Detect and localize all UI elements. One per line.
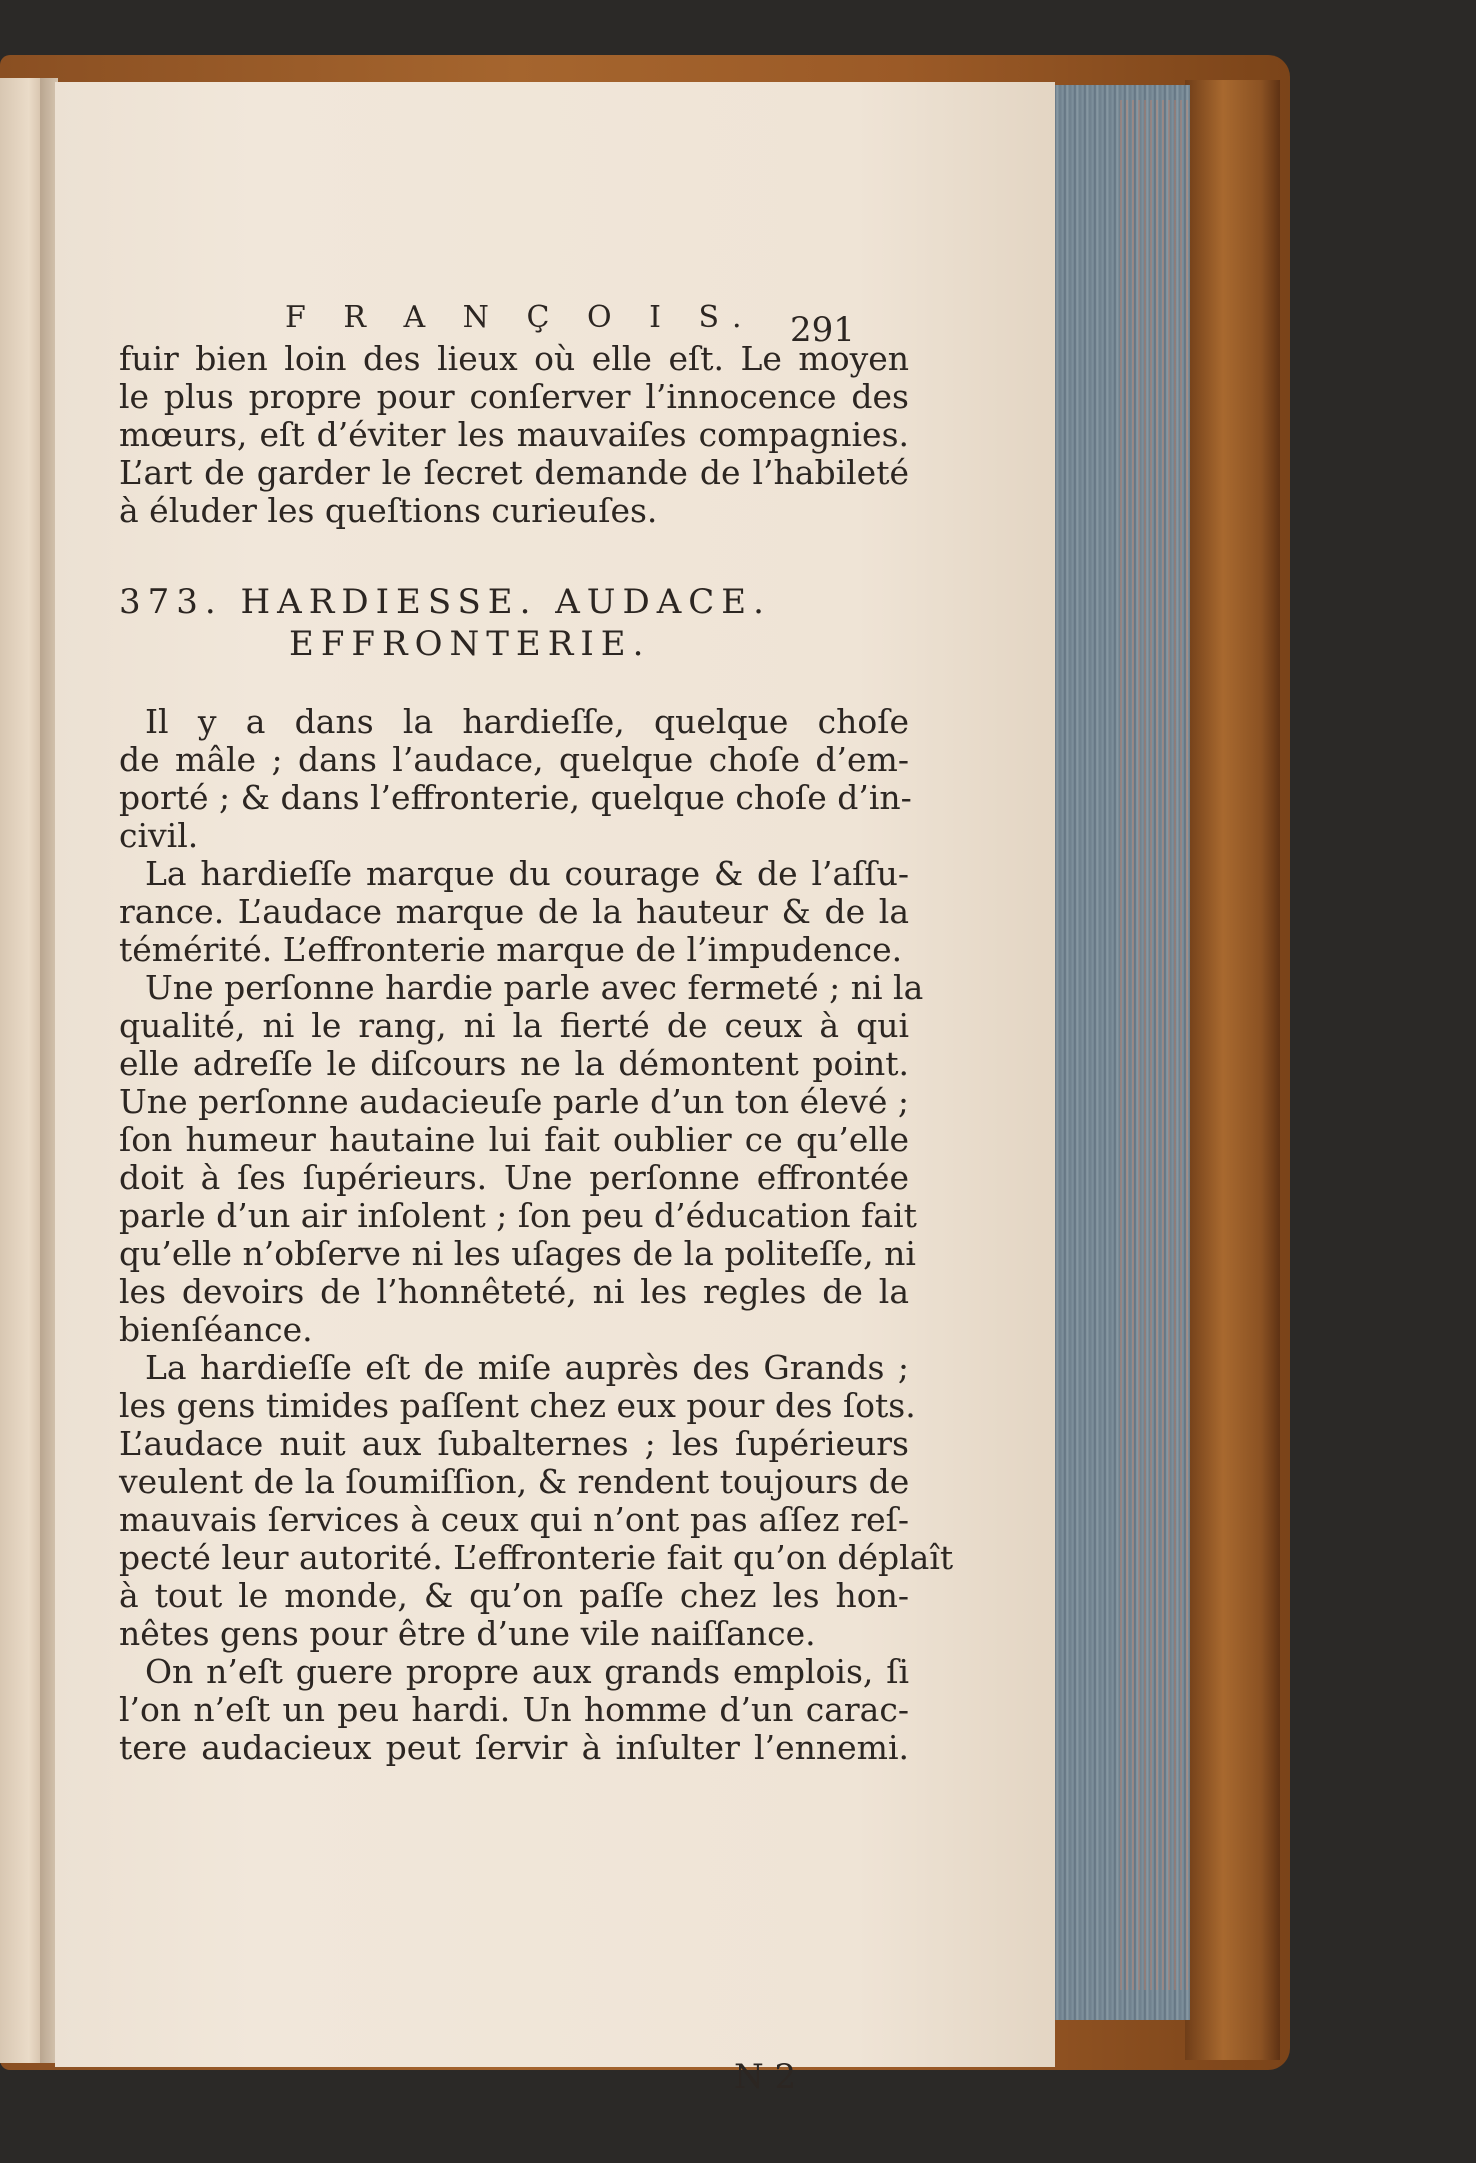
text-line: à tout le monde, & qu’on paſſe chez les hon-	[119, 1576, 909, 1615]
text-line: L’audace nuit aux ſubalternes ; les ſupérieurs	[119, 1424, 909, 1463]
heading-line: 373. HARDIESSE. AUDACE.	[119, 582, 771, 622]
text-line: rance. L’audace marque de la hauteur & de la	[119, 892, 909, 931]
text-line: On n’eſt guere propre aux grands emplois, ſi	[145, 1652, 909, 1691]
continuation-paragraph	[119, 339, 909, 529]
text-line: Il y a dans la hardieſſe, quelque choſe	[145, 702, 909, 741]
text-line: ſon humeur hautaine lui fait oublier ce qu’elle	[119, 1120, 909, 1159]
running-head-title: F R A N Ç O I S.	[285, 300, 756, 335]
text-line: le plus propre pour conſerver l’innocence des	[119, 377, 909, 416]
text-line: Une perſonne audacieuſe parle d’un ton élevé ;	[119, 1082, 909, 1121]
text-line: à éluder les queſtions curieuſes.	[119, 491, 658, 530]
text-line: La hardieſſe marque du courage & de l’aſſu-	[145, 854, 909, 893]
text-line: Une perſonne hardie parle avec fermeté ; ni la	[145, 968, 924, 1007]
text-line: elle adreſſe le diſcours ne la démontent point.	[119, 1044, 909, 1083]
page-block-sprinkle	[1120, 100, 1190, 1990]
text-line: porté ; & dans l’effronterie, quelque choſe d’in-	[119, 778, 912, 817]
book-page	[55, 82, 1055, 2097]
text-line: bienſéance.	[119, 1310, 313, 1349]
text-line: de mâle ; dans l’audace, quelque choſe d’em-	[119, 740, 909, 779]
section-heading	[119, 582, 909, 666]
heading-line: EFFRONTERIE.	[289, 624, 651, 664]
text-line: nêtes gens pour être d’une vile naiſſance.	[119, 1614, 816, 1653]
text-line: L’art de garder le ſecret demande de l’habileté	[119, 453, 909, 492]
book-cover-edge	[1185, 80, 1280, 2060]
text-line: témérité. L’effronterie marque de l’impudence.	[119, 930, 903, 969]
text-line: pecté leur autorité. L’effronterie fait qu’on déplaît	[119, 1538, 954, 1577]
text-line: mauvais ſervices à ceux qui n’ont pas aſſez reſ-	[119, 1500, 909, 1539]
text-line: doit à ſes ſupérieurs. Une perſonne effrontée	[119, 1158, 909, 1197]
text-line: tere audacieux peut ſervir à inſulter l’ennemi.	[119, 1728, 909, 1767]
text-line: fuir bien loin des lieux où elle eſt. Le moyen	[119, 339, 909, 378]
text-line: qu’elle n’obſerve ni les uſages de la politeſſe, ni	[119, 1234, 916, 1273]
text-line: parle d’un air inſolent ; ſon peu d’éducation fait	[119, 1196, 917, 1235]
text-line: mœurs, eſt d’éviter les mauvaiſes compagnies.	[119, 415, 909, 454]
text-line: l’on n’eſt un peu hardi. Un homme d’un carac-	[119, 1690, 909, 1729]
text-line: les gens timides paſſent chez eux pour des ſots.	[119, 1386, 916, 1425]
text-line: les devoirs de l’honnêteté, ni les regles de la	[119, 1272, 909, 1311]
text-line: civil.	[119, 816, 199, 855]
section-body	[119, 702, 954, 1767]
text-line: La hardieſſe eſt de miſe auprès des Grands ;	[145, 1348, 909, 1387]
text-line: veulent de la ſoumiſſion, & rendent toujours de	[119, 1462, 910, 1501]
text-line: qualité, ni le rang, ni la fierté de ceux à qui	[119, 1006, 909, 1045]
signature-mark: N 2	[734, 2057, 797, 2097]
page-number: 291	[790, 310, 855, 350]
